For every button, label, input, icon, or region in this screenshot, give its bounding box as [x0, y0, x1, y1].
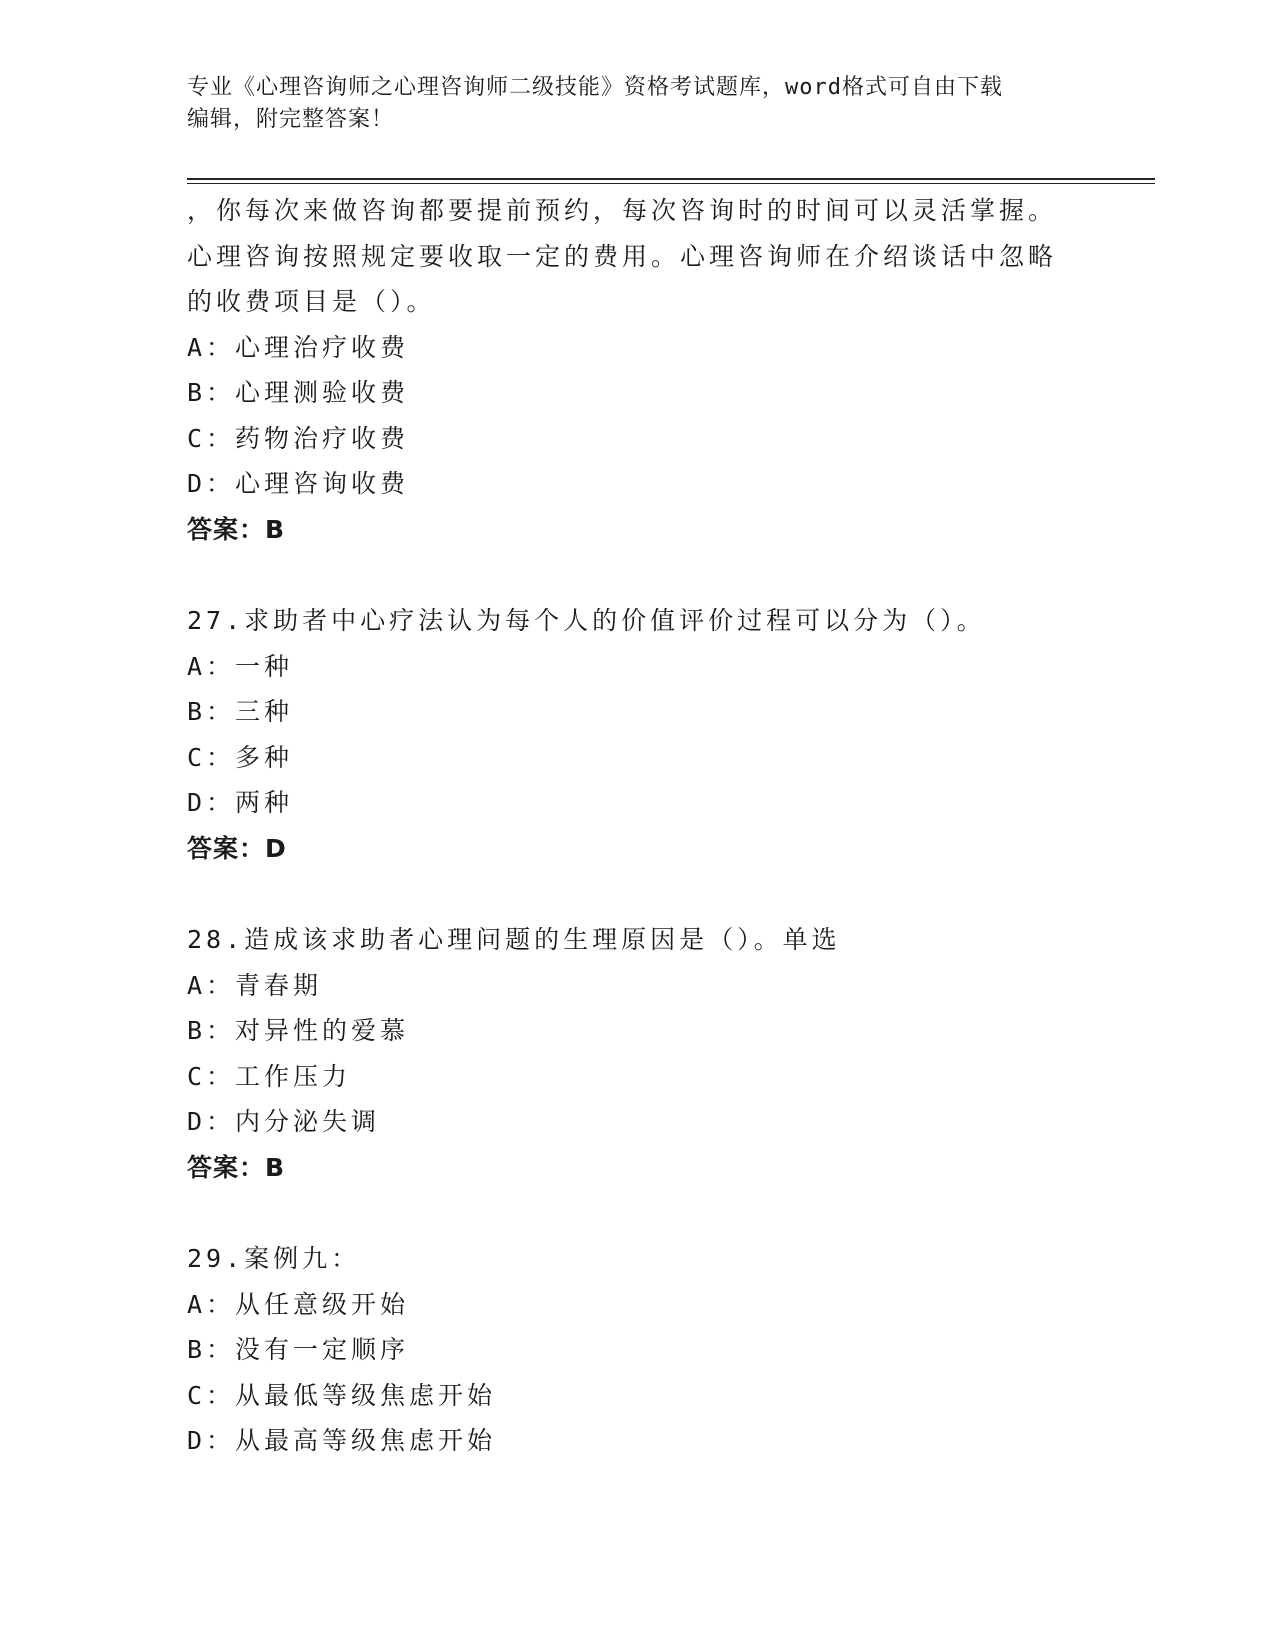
option-a: A：一种 — [187, 651, 294, 681]
option-b: B：没有一定顺序 — [187, 1335, 410, 1364]
answer-line: 答案：D — [187, 833, 287, 863]
question-text: 27.求助者中心疗法认为每个人的价值评价过程可以分为（）。 — [187, 606, 986, 635]
option-d: D：内分泌失调 — [187, 1107, 381, 1136]
option-a: A：从任意级开始 — [187, 1289, 410, 1319]
header-divider — [187, 178, 1155, 180]
option-d: D：从最高等级焦虑开始 — [187, 1426, 497, 1455]
question-text: 29.案例九： — [187, 1244, 361, 1273]
header-divider-thin — [187, 183, 1155, 184]
option-c: C：多种 — [187, 742, 294, 772]
question-29 — [187, 1236, 1087, 1464]
question-text-line: 心理咨询按照规定要收取一定的费用。心理咨询师在介绍谈话中忽略 — [187, 241, 1058, 271]
question-text-line: ，你每次来做咨询都要提前预约，每次咨询时的时间可以灵活掌握。 — [187, 196, 1058, 225]
answer-line: 答案：B — [187, 1152, 286, 1182]
answer-line: 答案：B — [187, 514, 286, 544]
question-text: 28.造成该求助者心理问题的生理原因是（）。单选 — [187, 925, 841, 954]
question-27 — [187, 598, 1087, 871]
option-a: A：心理治疗收费 — [187, 332, 410, 362]
question-28 — [187, 917, 1087, 1190]
question-text-line: 的收费项目是（）。 — [187, 287, 436, 316]
option-b: B：心理测验收费 — [187, 378, 410, 407]
option-a: A：青春期 — [187, 970, 323, 1000]
header-line-1: 专业《心理咨询师之心理咨询师二级技能》资格考试题库，word格式可自由下载 — [187, 75, 1003, 100]
option-c: C：药物治疗收费 — [187, 423, 410, 453]
document-header — [187, 72, 1067, 136]
question-continued — [187, 188, 1087, 552]
option-d: D：心理咨询收费 — [187, 469, 410, 498]
spacer — [187, 871, 1087, 917]
option-c: C：从最低等级焦虑开始 — [187, 1380, 497, 1410]
option-d: D：两种 — [187, 788, 294, 817]
spacer — [187, 1190, 1087, 1236]
option-b: B：对异性的爱慕 — [187, 1016, 410, 1045]
question-list — [187, 188, 1087, 1464]
option-b: B：三种 — [187, 697, 294, 726]
option-c: C：工作压力 — [187, 1061, 352, 1091]
spacer — [187, 552, 1087, 598]
header-line-2: 编辑，附完整答案！ — [187, 107, 395, 132]
